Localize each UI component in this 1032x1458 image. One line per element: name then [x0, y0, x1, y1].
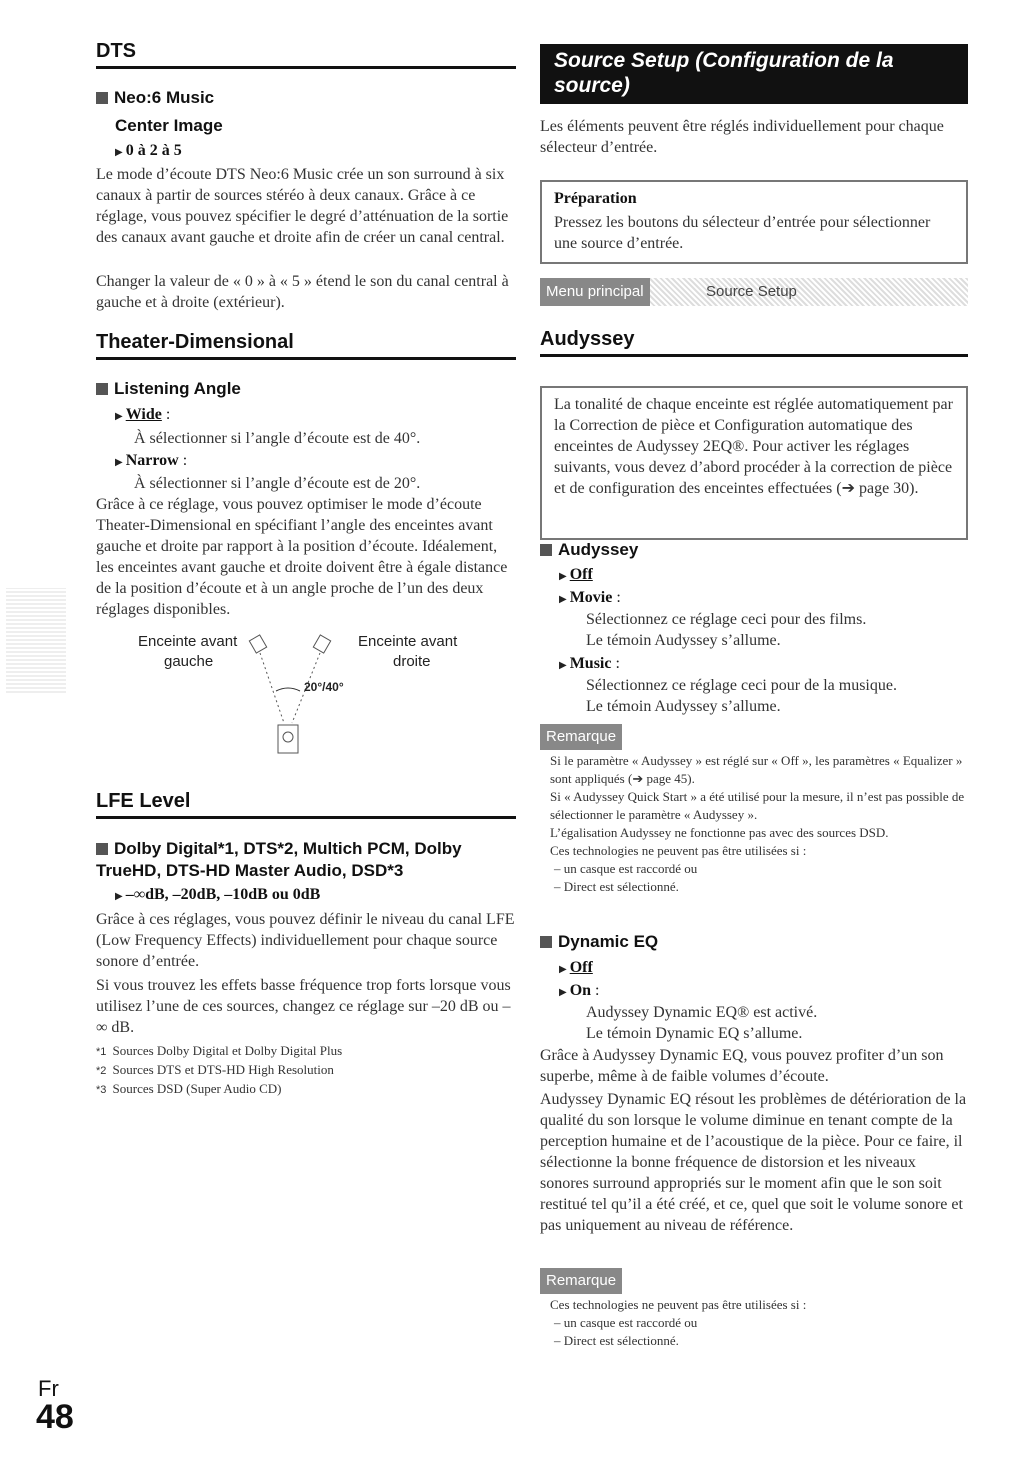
triangle-bullet-icon: ▶ [115, 147, 123, 158]
rule [96, 816, 516, 819]
music-desc-1: Sélectionnez ce réglage ceci pour de la musique. [586, 677, 897, 694]
triangle-bullet-icon: ▶ [559, 987, 567, 998]
note-item: L’égalisation Audyssey ne fonctionne pas avec des sources DSD. [550, 825, 889, 840]
triangle-bullet-icon: ▶ [115, 457, 123, 468]
option-narrow: ▶ Narrow : [115, 452, 188, 469]
right-speaker-label-1: Enceinte avant [358, 633, 458, 650]
dynamic-eq-option-on: ▶ On : [559, 982, 600, 999]
rule [96, 357, 516, 360]
page-number: 48 [36, 1398, 74, 1436]
triangle-bullet-icon: ▶ [559, 964, 567, 975]
note-item: – un casque est raccordé ou [554, 1315, 698, 1330]
square-bullet-icon [96, 843, 108, 855]
rule [540, 354, 968, 357]
subsection-dynamic-eq: Dynamic EQ [540, 932, 658, 952]
dynamic-eq-paragraph-2: Audyssey Dynamic EQ résout les problèmes de détérioration de la qualité du son lorsque le volume diminue en tenant compte de la perception humaine et de l’acoustique de la pièce. Pour ce faire, il sélectionne la bonne fréquence de distorsion et les niveaux sonores surround appropriés sur le moment afin que le son soit restitué tel qu’il a été créé, et ce, quel que soit le volume sonore et pas uniquement au niveau de référence. [540, 1091, 967, 1234]
dynamic-eq-on-desc-2: Le témoin Dynamic EQ s’allume. [586, 1025, 803, 1042]
notes-list-2 [540, 1296, 968, 1350]
note-item: Si le paramètre « Audyssey » est réglé sur « Off », les paramètres « Equalizer » sont appliqués (➔ page 45). [550, 753, 963, 786]
left-speaker-icon [249, 635, 266, 653]
square-bullet-icon [540, 936, 552, 948]
footnote-3: *3 Sources DSD (Super Audio CD) [96, 1081, 282, 1096]
preparation-text: Pressez les boutons du sélecteur d’entrée pour sélectionner une source d’entrée. [554, 214, 931, 252]
option-music: ▶ Music : [559, 655, 620, 672]
triangle-bullet-icon: ▶ [559, 571, 567, 582]
square-bullet-icon [96, 383, 108, 395]
note-label-1: Remarque [540, 724, 622, 750]
section-title-lfe: LFE Level [96, 790, 191, 812]
subsection-lfe-sources: Dolby Digital*1, DTS*2, Multich PCM, Dolby TrueHD, DTS-HD Master Audio, DSD*3 [96, 839, 462, 880]
lfe-paragraph-1: Grâce à ces réglages, vous pouvez définir le niveau du canal LFE (Low Frequency Effects) individuellement pour chaque source sonore d’entrée. [96, 911, 515, 970]
option-wide: ▶ Wide : [115, 406, 171, 423]
subsection-listening-angle: Listening Angle [96, 379, 241, 399]
dynamic-eq-paragraph-1: Grâce à Audyssey Dynamic EQ, vous pouvez profiter d’un son superbe, même à de faible volumes d’écoute. [540, 1047, 944, 1085]
lfe-paragraph-2: Si vous trouvez les effets basse fréquence trop forts lorsque vous utilisez l’une de ces sources, changez ce réglage sur –20 dB ou –∞ dB. [96, 977, 511, 1036]
note-item: – Direct est sélectionné. [554, 879, 679, 894]
triangle-bullet-icon: ▶ [115, 411, 123, 422]
listener-icon [278, 725, 298, 753]
movie-desc-1: Sélectionnez ce réglage ceci pour des films. [586, 611, 867, 628]
footnote-2: *2 Sources DTS et DTS-HD High Resolution [96, 1062, 334, 1077]
option-wide-desc: À sélectionner si l’angle d’écoute est de 40°. [134, 430, 421, 447]
angle-lines [246, 633, 356, 763]
breadcrumb [540, 278, 968, 306]
option-narrow-desc: À sélectionner si l’angle d’écoute est de 20°. [134, 475, 421, 492]
side-tab-decoration [6, 588, 66, 693]
left-speaker-label-2: gauche [164, 653, 214, 670]
note-item: Ces technologies ne peuvent pas être utilisées si : [550, 1297, 807, 1312]
intro-text: Les éléments peuvent être réglés individuellement pour chaque sélecteur d’entrée. [540, 118, 944, 156]
note-item: – un casque est raccordé ou [554, 861, 698, 876]
triangle-bullet-icon: ▶ [559, 660, 567, 671]
movie-desc-2: Le témoin Audyssey s’allume. [586, 632, 781, 649]
option-off: ▶ Off [559, 566, 593, 583]
note-item: – Direct est sélectionné. [554, 1333, 679, 1348]
language-code: Fr [38, 1376, 59, 1401]
breadcrumb-menu-principal: Menu principal [540, 278, 650, 306]
neo6-paragraph-1: Le mode d’écoute DTS Neo:6 Music crée un son surround à six canaux à partir de sources stéréo à deux canaux. Grâce à ce réglage, vous pouvez spécifier le degré d’atténuation de la sortie des canaux avant gauche et droite afin de créer un canal central. [96, 166, 509, 246]
option-movie: ▶ Movie : [559, 589, 621, 606]
speaker-angle-diagram [96, 633, 516, 763]
section-title-dts: DTS [96, 40, 136, 62]
lfe-values: ▶ –∞dB, –20dB, –10dB ou 0dB [115, 886, 321, 903]
preparation-box [540, 180, 968, 264]
right-speaker-icon [313, 635, 330, 653]
dynamic-eq-on-desc-1: Audyssey Dynamic EQ® est activé. [586, 1004, 818, 1021]
section-title-audyssey: Audyssey [540, 328, 635, 350]
right-speaker-label-2: droite [393, 653, 431, 670]
neo6-paragraph-2: Changer la valeur de « 0 » à « 5 » étend le son du canal central à gauche et à droite (extérieur). [96, 273, 509, 311]
subsection-audyssey: Audyssey [540, 540, 638, 560]
preparation-title: Préparation [554, 190, 637, 207]
note-item: Si « Audyssey Quick Start » a été utilisé pour la mesure, il n’est pas possible de sélectionner le paramètre « Audyssey ». [550, 789, 965, 822]
center-image-range: ▶ 0 à 2 à 5 [115, 142, 182, 159]
square-bullet-icon [540, 544, 552, 556]
angle-label: 20°/40° [304, 680, 344, 694]
square-bullet-icon [96, 92, 108, 104]
banner-title: Source Setup (Configuration de la source) [554, 49, 894, 97]
audyssey-info-box [540, 386, 968, 540]
banner [540, 44, 968, 104]
dynamic-eq-option-off: ▶ Off [559, 959, 593, 976]
triangle-bullet-icon: ▶ [115, 891, 123, 902]
subsection-neo6: Neo:6 Music [96, 88, 214, 108]
triangle-bullet-icon: ▶ [559, 594, 567, 605]
center-image-heading: Center Image [115, 116, 223, 135]
theater-paragraph: Grâce à ce réglage, vous pouvez optimiser le mode d’écoute Theater-Dimensional en spécifiant l’angle des enceintes avant gauche et droite par rapport à la position d’écoute. Idéalement, les enceintes avant gauche et droite doivent être à égale distance de la position d’écoute et à un angle proche de l’un des deux réglages disponibles. [96, 496, 508, 618]
section-title-theater: Theater-Dimensional [96, 331, 294, 353]
notes-list-1 [540, 752, 968, 896]
note-label-2: Remarque [540, 1268, 622, 1294]
music-desc-2: Le témoin Audyssey s’allume. [586, 698, 781, 715]
footnote-1: *1 Sources Dolby Digital et Dolby Digital Plus [96, 1043, 343, 1058]
left-speaker-label-1: Enceinte avant [138, 633, 238, 650]
breadcrumb-source-setup: Source Setup [706, 283, 797, 300]
note-item: Ces technologies ne peuvent pas être utilisées si : [550, 843, 807, 858]
rule [96, 66, 516, 69]
audyssey-info-text: La tonalité de chaque enceinte est réglée automatiquement par la Correction de pièce et Configuration automatique des enceintes de Audyssey 2EQ®. Pour activer les réglages suivants, vous devez d’abord procéder à la correction de pièce et de configuration des enceintes effectuées (➔ page 30). [554, 396, 953, 497]
